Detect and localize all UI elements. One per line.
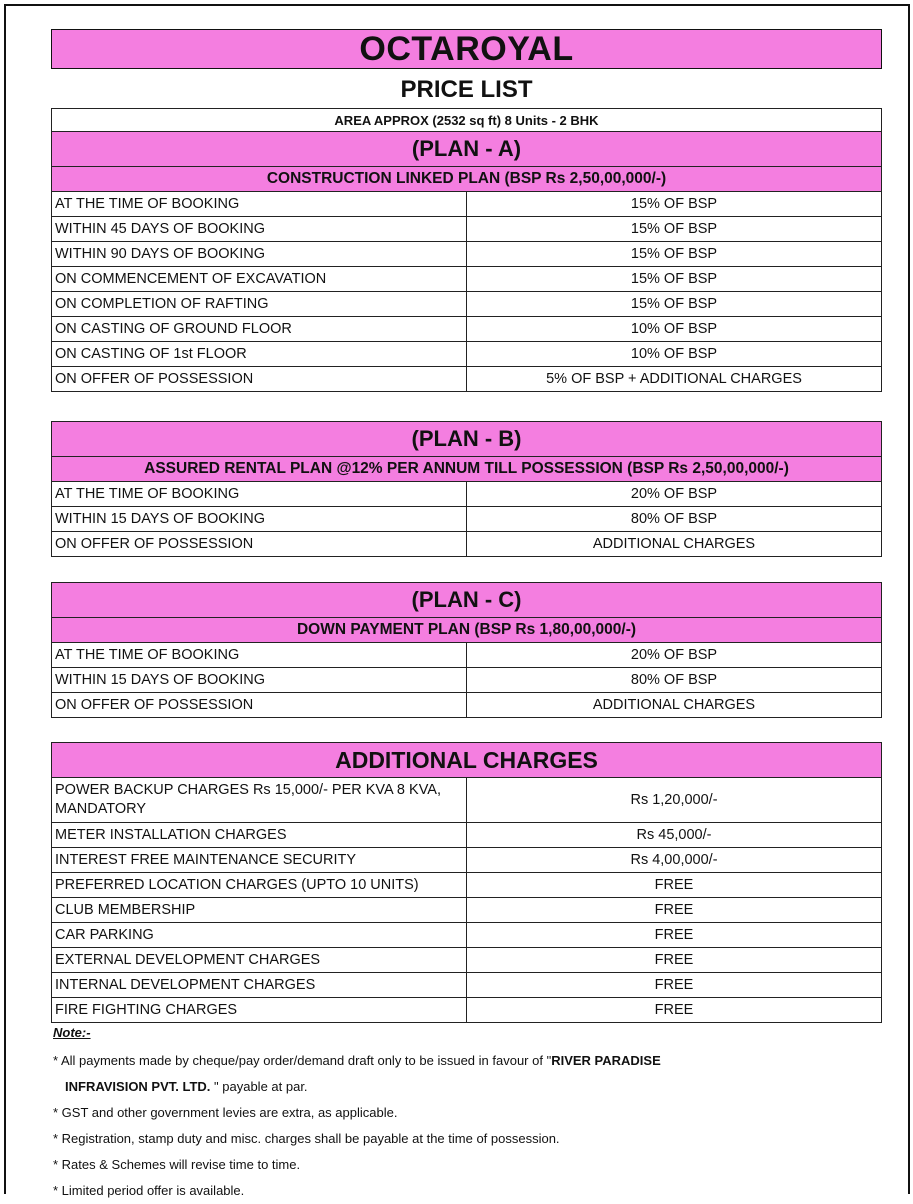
charge-item-cell: CLUB MEMBERSHIP (52, 898, 467, 923)
table-row (52, 482, 882, 507)
plan-c-title: (PLAN - C) (52, 583, 882, 618)
table-row (52, 643, 882, 668)
table-row (52, 848, 882, 873)
plan-c-subtitle: DOWN PAYMENT PLAN (BSP Rs 1,80,00,000/-) (52, 618, 882, 643)
table-row (52, 242, 882, 267)
table-row (52, 973, 882, 998)
plan-b-title: (PLAN - B) (52, 422, 882, 457)
table-row (52, 998, 882, 1023)
stage-cell: WITHIN 15 DAYS OF BOOKING (52, 507, 467, 532)
table-row (52, 217, 882, 242)
page-title: OCTAROYAL (51, 29, 882, 69)
notes-section (53, 1025, 883, 1204)
payment-cell: 15% OF BSP (467, 192, 882, 217)
stage-cell: WITHIN 90 DAYS OF BOOKING (52, 242, 467, 267)
table-row (52, 267, 882, 292)
table-row (52, 923, 882, 948)
table-row (52, 873, 882, 898)
table-row (52, 693, 882, 718)
charge-amount-cell: FREE (467, 973, 882, 998)
notes-heading: Note:- (53, 1025, 91, 1040)
area-info: AREA APPROX (2532 sq ft) 8 Units - 2 BHK (52, 109, 882, 132)
payment-cell: 80% OF BSP (467, 507, 882, 532)
table-row (52, 948, 882, 973)
payment-cell: 20% OF BSP (467, 643, 882, 668)
payment-cell: 15% OF BSP (467, 242, 882, 267)
table-row (52, 192, 882, 217)
plan-a-section (51, 108, 882, 392)
table-row (52, 342, 882, 367)
price-list-heading: PRICE LIST (400, 76, 533, 103)
table-row (52, 507, 882, 532)
charge-item-cell: EXTERNAL DEVELOPMENT CHARGES (52, 948, 467, 973)
stage-cell: ON OFFER OF POSSESSION (52, 532, 467, 557)
charge-amount-cell: Rs 1,20,000/- (467, 778, 882, 823)
table-row (52, 823, 882, 848)
note-item (53, 1074, 883, 1100)
charge-item-cell: INTERNAL DEVELOPMENT CHARGES (52, 973, 467, 998)
plan-a-title: (PLAN - A) (52, 132, 882, 167)
table-row (52, 367, 882, 392)
stage-cell: ON COMMENCEMENT OF EXCAVATION (52, 267, 467, 292)
charge-item-cell: PREFERRED LOCATION CHARGES (UPTO 10 UNITS) (52, 873, 467, 898)
payment-cell: 20% OF BSP (467, 482, 882, 507)
note-item: * Registration, stamp duty and misc. charges shall be payable at the time of possession. (53, 1131, 560, 1146)
additional-charges-title: ADDITIONAL CHARGES (52, 743, 882, 778)
charge-item-cell: INTEREST FREE MAINTENANCE SECURITY (52, 848, 467, 873)
charge-item-cell: FIRE FIGHTING CHARGES (52, 998, 467, 1023)
charge-amount-cell: FREE (467, 873, 882, 898)
charge-amount-cell: FREE (467, 998, 882, 1023)
table-row (52, 778, 882, 823)
company-name: INFRAVISION PVT. LTD. (65, 1079, 211, 1094)
table-row (52, 317, 882, 342)
stage-cell: ON OFFER OF POSSESSION (52, 693, 467, 718)
note-text: * All payments made by cheque/pay order/demand draft only to be issued in favour of " (53, 1053, 552, 1068)
plan-c-section (51, 582, 882, 718)
payment-cell: ADDITIONAL CHARGES (467, 693, 882, 718)
stage-cell: ON CASTING OF 1st FLOOR (52, 342, 467, 367)
note-item: * Rates & Schemes will revise time to time. (53, 1157, 301, 1172)
note-item (53, 1048, 883, 1074)
note-item: * Limited period offer is available. (53, 1183, 245, 1198)
payment-cell: 10% OF BSP (467, 317, 882, 342)
plan-a-table (51, 108, 882, 392)
note-item: * GST and other government levies are extra, as applicable. (53, 1105, 398, 1120)
charge-amount-cell: FREE (467, 948, 882, 973)
table-row (52, 292, 882, 317)
payment-cell: 10% OF BSP (467, 342, 882, 367)
stage-cell: WITHIN 15 DAYS OF BOOKING (52, 668, 467, 693)
payment-cell: ADDITIONAL CHARGES (467, 532, 882, 557)
stage-cell: ON OFFER OF POSSESSION (52, 367, 467, 392)
plan-b-subtitle: ASSURED RENTAL PLAN @12% PER ANNUM TILL POSSESSION (BSP Rs 2,50,00,000/-) (52, 457, 882, 482)
charge-item-cell: POWER BACKUP CHARGES Rs 15,000/- PER KVA 8 KVA, MANDATORY (52, 778, 467, 823)
stage-cell: ON CASTING OF GROUND FLOOR (52, 317, 467, 342)
plan-b-table (51, 421, 882, 557)
company-name: RIVER PARADISE (551, 1053, 661, 1068)
charge-amount-cell: Rs 45,000/- (467, 823, 882, 848)
stage-cell: ON COMPLETION OF RAFTING (52, 292, 467, 317)
payment-cell: 5% OF BSP + ADDITIONAL CHARGES (467, 367, 882, 392)
charge-item-cell: CAR PARKING (52, 923, 467, 948)
plan-c-table (51, 582, 882, 718)
charge-amount-cell: FREE (467, 898, 882, 923)
additional-charges-section (51, 742, 882, 1023)
stage-cell: AT THE TIME OF BOOKING (52, 192, 467, 217)
plan-b-section (51, 421, 882, 557)
charge-amount-cell: FREE (467, 923, 882, 948)
payment-cell: 15% OF BSP (467, 292, 882, 317)
stage-cell: AT THE TIME OF BOOKING (52, 482, 467, 507)
additional-charges-table (51, 742, 882, 1023)
payment-cell: 15% OF BSP (467, 267, 882, 292)
table-row (52, 668, 882, 693)
payment-cell: 15% OF BSP (467, 217, 882, 242)
stage-cell: AT THE TIME OF BOOKING (52, 643, 467, 668)
table-row (52, 898, 882, 923)
payment-cell: 80% OF BSP (467, 668, 882, 693)
charge-item-cell: METER INSTALLATION CHARGES (52, 823, 467, 848)
charge-amount-cell: Rs 4,00,000/- (467, 848, 882, 873)
table-row (52, 532, 882, 557)
note-text: " payable at par. (210, 1079, 308, 1094)
plan-a-subtitle: CONSTRUCTION LINKED PLAN (BSP Rs 2,50,00,000/-) (52, 167, 882, 192)
stage-cell: WITHIN 45 DAYS OF BOOKING (52, 217, 467, 242)
